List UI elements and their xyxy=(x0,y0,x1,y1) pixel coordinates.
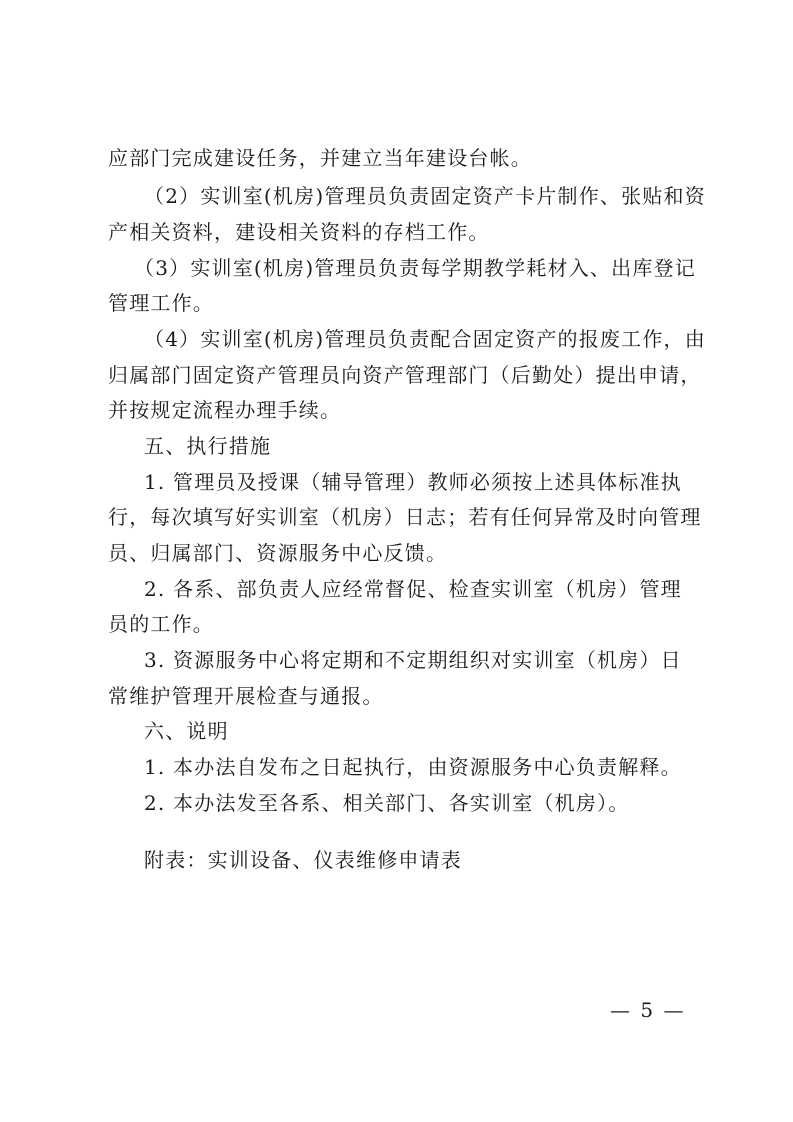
paragraph-line: 员的工作。 xyxy=(108,612,214,636)
page-number: — 5 — xyxy=(610,998,686,1022)
paragraph-line: 管理工作。 xyxy=(108,291,214,315)
paragraph-line: 并按规定流程办理手续。 xyxy=(108,398,342,422)
paragraph-line: 2. 各系、部负责人应经常督促、检查实训室（机房）管理 xyxy=(144,577,682,601)
paragraph-line: 3. 资源服务中心将定期和不定期组织对实训室（机房）日 xyxy=(144,648,682,672)
section-heading: 六、说明 xyxy=(144,719,229,743)
paragraph-line: 行，每次填写好实训室（机房）日志；若有任何异常及时向管理 xyxy=(108,505,702,529)
paragraph-line: 归属部门固定资产管理员向资产管理部门（后勤处）提出申请， xyxy=(108,363,702,387)
paragraph-line: 常维护管理开展检查与通报。 xyxy=(108,684,384,708)
paragraph-line: 2. 本办法发至各系、相关部门、各实训室（机房）。 xyxy=(144,791,630,815)
attachment-note: 附表：实训设备、仪表维修申请表 xyxy=(144,848,462,872)
paragraph-line: （2）实训室(机房)管理员负责固定资产卡片制作、张贴和资 xyxy=(144,184,706,208)
paragraph-line: 1. 本办法自发布之日起执行，由资源服务中心负责解释。 xyxy=(144,755,682,779)
paragraph-line: 应部门完成建设任务，并建立当年建设台帐。 xyxy=(108,146,532,170)
section-heading: 五、执行措施 xyxy=(144,434,272,458)
paragraph-line: 1. 管理员及授课（辅导管理）教师必须按上述具体标准执 xyxy=(144,470,682,494)
paragraph-line: （3）实训室(机房)管理员负责每学期教学耗材入、出库登记 xyxy=(134,256,696,280)
paragraph-line: （4）实训室(机房)管理员负责配合固定资产的报废工作，由 xyxy=(144,327,706,351)
paragraph-line: 产相关资料，建设相关资料的存档工作。 xyxy=(108,220,490,244)
paragraph-line: 员、归属部门、资源服务中心反馈。 xyxy=(108,541,448,565)
